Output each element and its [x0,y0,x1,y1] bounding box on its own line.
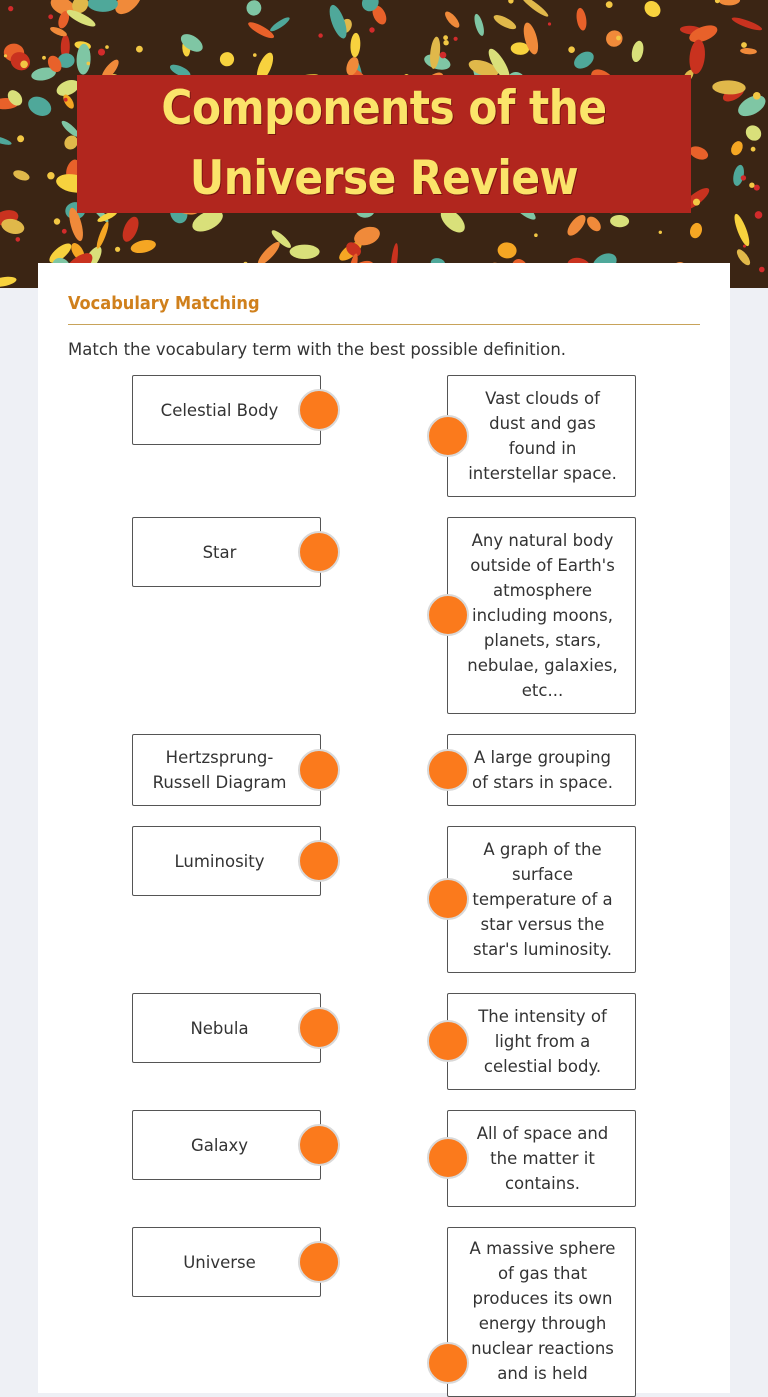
leaf-shape [12,168,31,182]
berry-shape [440,52,447,59]
definition-connector-dot[interactable] [427,594,469,636]
leaf-shape [630,40,645,63]
leaf-shape [492,12,518,32]
definition-connector-dot[interactable] [427,1020,469,1062]
berry-shape [64,98,68,102]
berry-shape [753,92,761,100]
leaf-shape [443,9,462,30]
berry-shape [508,0,513,4]
definition-box[interactable] [447,1227,636,1397]
leaf-shape [119,214,141,244]
leaf-shape [610,215,629,228]
term-connector-dot[interactable] [298,531,340,573]
leaf-shape [217,49,237,69]
header-banner [0,0,768,288]
definition-connector-dot[interactable] [427,415,469,457]
definition-label: A graph of the surface temperature of a star versus the star's luminosity. [472,840,613,959]
berry-shape [715,0,720,3]
definition-box[interactable] [447,993,636,1090]
leaf-shape [729,139,745,157]
term-label: Nebula [190,1018,249,1038]
term-connector-dot[interactable] [298,389,340,431]
berry-shape [616,36,621,41]
page-title: Components of the Universe Review [161,81,607,206]
definition-label: A large grouping of stars in space. [472,748,613,792]
term-connector-dot[interactable] [298,749,340,791]
leaf-shape [740,48,757,55]
definition-box[interactable] [447,734,636,806]
leaf-shape [732,212,753,247]
leaf-shape [603,27,626,50]
leaf-shape [350,33,361,58]
term-box[interactable] [132,734,321,806]
instructions-text: Match the vocabulary term with the best possible definition. [68,340,567,359]
definition-label: A massive sphere of gas that produces its own energy through nuclear reactions and is held [469,1239,616,1383]
leaf-shape [269,15,292,33]
berry-shape [754,185,760,191]
leaf-shape [95,221,111,250]
berry-shape [318,33,322,37]
definition-label: The intensity of light from a celestial body. [478,1007,607,1076]
berry-shape [454,37,458,41]
berry-shape [755,211,763,219]
leaf-shape [178,30,206,55]
term-connector-dot[interactable] [298,1124,340,1166]
berry-shape [743,245,746,248]
leaf-shape [519,0,550,19]
berry-shape [548,22,551,25]
leaf-shape [497,241,518,259]
term-box[interactable] [132,375,321,445]
definition-connector-dot[interactable] [427,1137,469,1179]
definition-box[interactable] [447,517,636,714]
leaf-shape [25,93,55,120]
berry-shape [741,42,747,48]
berry-shape [54,218,60,224]
definition-label: Vast clouds of dust and gas found in interstellar space. [468,389,617,483]
berry-shape [759,267,765,273]
definition-label: All of space and the matter it contains. [476,1124,609,1193]
term-connector-dot[interactable] [298,1241,340,1283]
definition-connector-dot[interactable] [427,878,469,920]
term-box[interactable] [132,517,321,587]
berry-shape [87,62,91,66]
term-label: Galaxy [190,1135,249,1155]
berry-shape [443,35,448,40]
leaf-shape [719,0,740,6]
section-heading: Vocabulary Matching [68,293,700,325]
definition-box[interactable] [447,375,636,497]
definition-box[interactable] [447,1110,636,1207]
term-box[interactable] [132,1110,321,1180]
leaf-shape [87,0,118,12]
definition-connector-dot[interactable] [427,749,469,791]
term-label: Star [202,542,237,562]
leaf-shape [688,39,707,75]
berry-shape [136,46,143,53]
term-label: Luminosity [174,851,265,871]
berry-shape [751,147,756,152]
leaf-shape [735,247,753,267]
term-box[interactable] [132,993,321,1063]
leaf-shape [571,48,597,72]
leaf-shape [0,134,12,147]
berry-shape [369,27,374,32]
definition-label: Any natural body outside of Earth's atmosphere including moons, planets, stars, nebulae, galaxies, etc... [467,531,618,700]
berry-shape [17,135,24,142]
berry-shape [115,247,120,252]
leaf-shape [564,212,589,239]
berry-shape [42,56,46,60]
leaf-shape [130,238,158,255]
berry-shape [443,40,448,45]
berry-shape [606,1,613,8]
definition-connector-dot[interactable] [427,1342,469,1384]
leaf-shape [743,122,765,144]
leaf-shape [584,214,603,234]
term-box[interactable] [132,826,321,896]
berry-shape [4,54,7,57]
leaf-shape [641,0,663,20]
leaf-shape [687,22,720,46]
term-connector-dot[interactable] [298,1007,340,1049]
berry-shape [15,237,20,242]
leaf-shape [731,15,764,32]
definition-box[interactable] [447,826,636,973]
term-box[interactable] [132,1227,321,1297]
berry-shape [48,14,53,19]
term-connector-dot[interactable] [298,840,340,882]
berry-shape [105,45,109,49]
berry-shape [62,229,67,234]
leaf-shape [0,275,17,288]
leaf-shape [473,13,486,37]
leaf-shape [245,0,262,17]
berry-shape [741,175,746,180]
berry-shape [20,61,28,69]
term-label: Celestial Body [160,400,279,420]
berry-shape [534,233,538,237]
leaf-shape [290,245,320,259]
leaf-shape [575,7,588,31]
berry-shape [749,183,754,188]
leaf-shape [688,221,704,239]
berry-shape [253,53,257,57]
berry-shape [8,6,13,11]
term-label: Hertzsprung-Russell Diagram [152,748,287,792]
berry-shape [693,199,700,206]
berry-shape [568,46,575,53]
title-box [77,75,691,213]
berry-shape [47,172,54,179]
berry-shape [659,231,662,234]
term-label: Universe [183,1252,256,1272]
berry-shape [98,49,105,56]
